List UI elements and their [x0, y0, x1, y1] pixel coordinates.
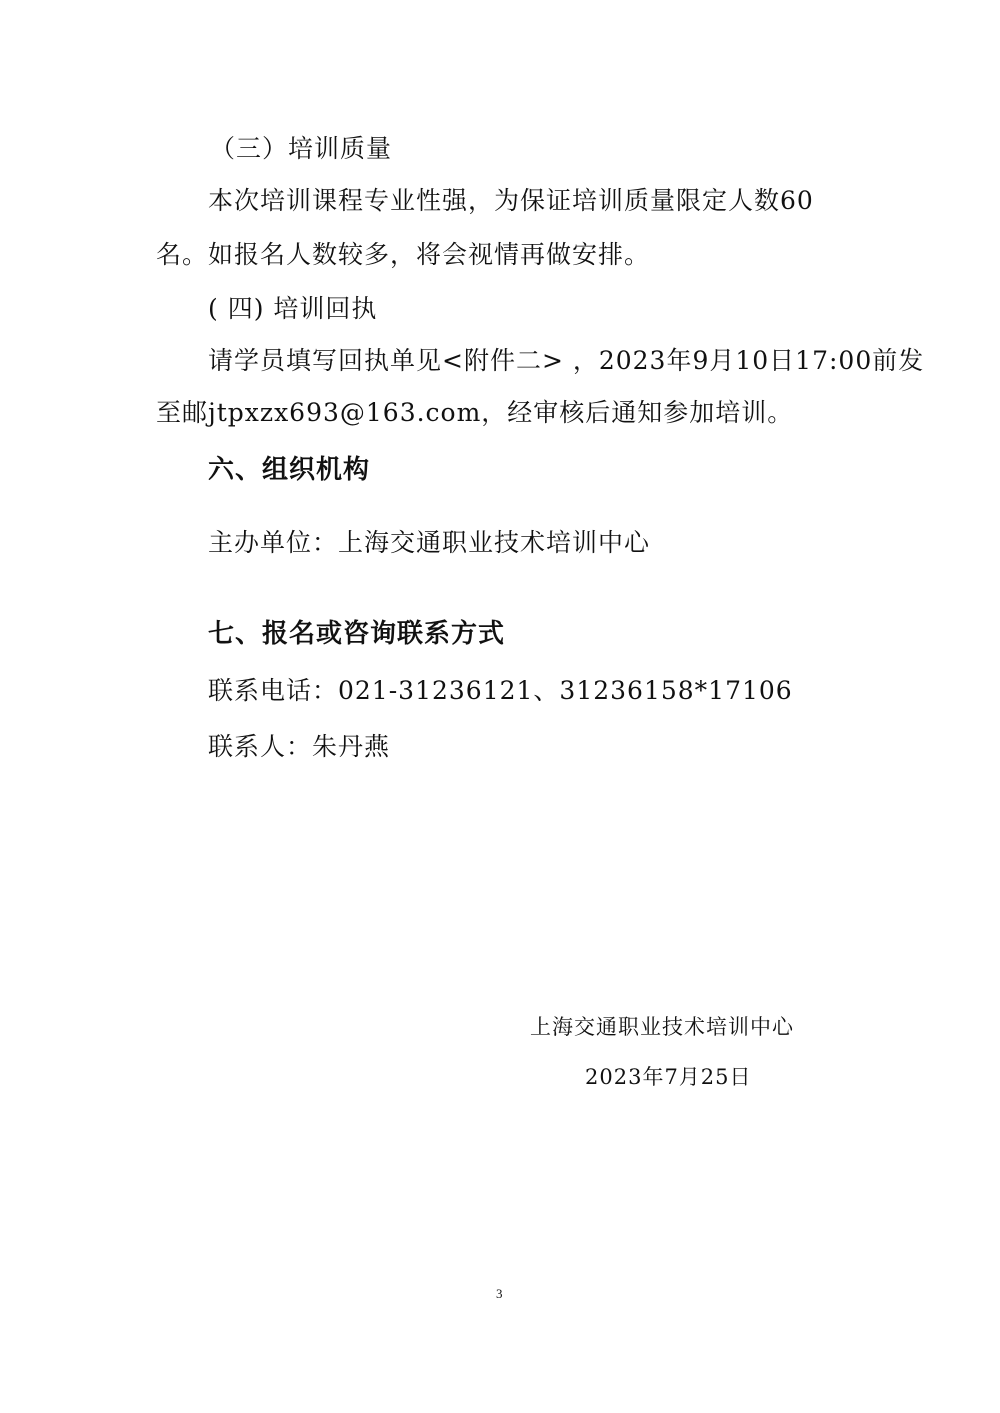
page-number: 3 — [496, 1286, 503, 1301]
subsection-title-training-quality: （三）培训质量 — [210, 134, 393, 163]
training-receipt-paragraph-line-1: 请学员填写回执单见<附件二> ，2023年9月10日17:00前发 — [208, 346, 925, 375]
organizer-line: 主办单位：上海交通职业技术培训中心 — [208, 528, 651, 557]
training-quality-paragraph-line-1: 本次培训课程专业性强，为保证培训质量限定人数60 — [208, 186, 814, 215]
training-quality-paragraph-line-2: 名。如报名人数较多，将会视情再做安排。 — [156, 240, 651, 269]
signature-organization: 上海交通职业技术培训中心 — [530, 1015, 794, 1039]
contact-phone-line: 联系电话：021-31236121、31236158*17106 — [208, 676, 793, 705]
signature-date: 2023年7月25日 — [585, 1065, 752, 1089]
section-heading-organization: 六、组织机构 — [208, 455, 371, 485]
contact-person-line: 联系人：朱丹燕 — [208, 732, 391, 761]
training-receipt-paragraph-line-2: 至邮jtpxzx693@163.com，经审核后通知参加培训。 — [156, 398, 794, 427]
section-heading-contact: 七、报名或咨询联系方式 — [208, 619, 506, 649]
subsection-title-training-receipt: ( 四) 培训回执 — [208, 294, 378, 323]
